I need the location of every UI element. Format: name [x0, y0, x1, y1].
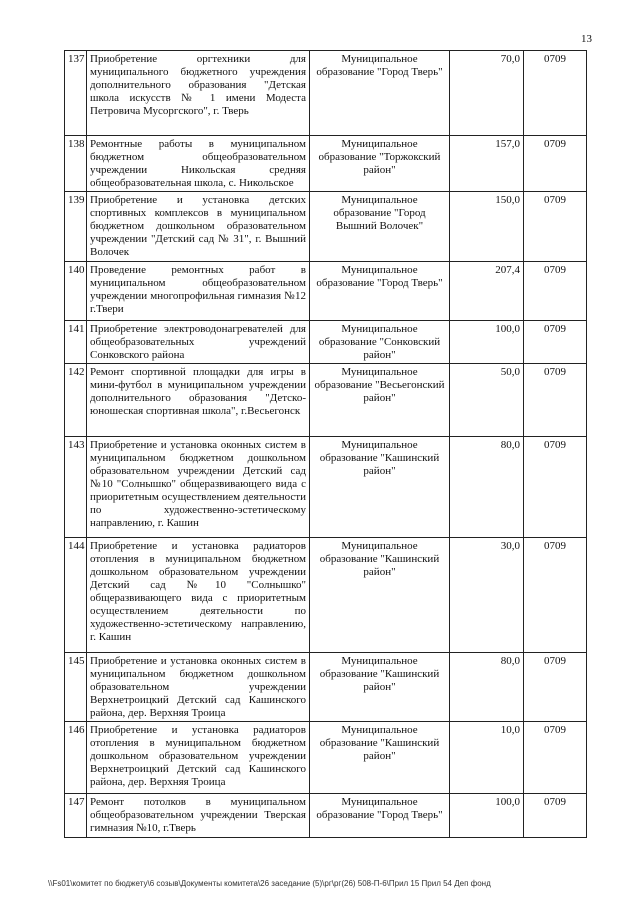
table-row [65, 136, 587, 192]
row-recipient: Муниципальное образование "Торжокский район" [310, 136, 450, 192]
row-number: 137 [65, 51, 87, 136]
table-row [65, 51, 587, 136]
row-number: 145 [65, 653, 87, 722]
row-number: 138 [65, 136, 87, 192]
row-recipient: Муниципальное образование "Город Тверь" [310, 794, 450, 838]
row-amount: 80,0 [450, 437, 524, 538]
row-amount: 80,0 [450, 653, 524, 722]
table-row [65, 262, 587, 321]
row-code: 0709 [524, 321, 587, 364]
row-code: 0709 [524, 364, 587, 437]
row-amount: 50,0 [450, 364, 524, 437]
row-number: 143 [65, 437, 87, 538]
row-recipient: Муниципальное образование "Весьегонский район" [310, 364, 450, 437]
row-code: 0709 [524, 136, 587, 192]
row-description: Приобретение и установка радиаторов отопления в муниципальном бюджетном дошкольном образовательном учреждении Верхнетроицкий Детский сад Кашинского района, дер. Верхняя Троица [87, 722, 310, 794]
row-number: 140 [65, 262, 87, 321]
row-number: 139 [65, 192, 87, 262]
table-row [65, 321, 587, 364]
row-description: Ремонтные работы в муниципальном бюджетном общеобразовательном учреждении Никольская средняя общеобразовательная школа, с. Никольское [87, 136, 310, 192]
row-code: 0709 [524, 722, 587, 794]
table-row [65, 653, 587, 722]
row-code: 0709 [524, 794, 587, 838]
row-amount: 100,0 [450, 794, 524, 838]
table-row [65, 722, 587, 794]
row-description: Приобретение и установка детских спортивных комплексов в муниципальном бюджетном дошкольном образовательном учреждении "Детский сад № 31", г. Вышний Волочек [87, 192, 310, 262]
row-description: Ремонт потолков в муниципальном общеобразовательном учреждении Тверская гимназия №10, г.Тверь [87, 794, 310, 838]
row-amount: 10,0 [450, 722, 524, 794]
row-amount: 157,0 [450, 136, 524, 192]
row-description: Приобретение и установка радиаторов отопления в муниципальном бюджетном дошкольном образовательном учреждении Детский сад №10 "Солнышко" общеразвивающего вида с приоритетным осуществлением деятельности по художественно-эстетическому направлению, г. Кашин [87, 538, 310, 653]
row-description: Приобретение и установка оконных систем в муниципальном бюджетном дошкольном образовательном учреждении Детский сад №10 "Солнышко" общеразвивающего вида с приоритетным осуществлением деятельности по художественно-эстетическому направлению, г. Кашин [87, 437, 310, 538]
row-description: Приобретение электроводонагревателей для общеобразовательных учреждений Сонковского района [87, 321, 310, 364]
row-number: 144 [65, 538, 87, 653]
row-amount: 207,4 [450, 262, 524, 321]
table-row [65, 192, 587, 262]
row-recipient: Муниципальное образование "Кашинский район" [310, 538, 450, 653]
row-description: Проведение ремонтных работ в муниципальном общеобразовательном учреждении многопрофильная гимназия №12 г.Твери [87, 262, 310, 321]
row-code: 0709 [524, 437, 587, 538]
table-row [65, 538, 587, 653]
table-row [65, 437, 587, 538]
row-recipient: Муниципальное образование "Кашинский район" [310, 653, 450, 722]
row-description: Ремонт спортивной площадки для игры в мини-футбол в муниципальном учреждении дополнительного образования "Детско-юношеская спортивная школа", г.Весьегонск [87, 364, 310, 437]
row-amount: 150,0 [450, 192, 524, 262]
page-number: 13 [581, 33, 592, 45]
row-recipient: Муниципальное образование "Кашинский район" [310, 722, 450, 794]
row-amount: 30,0 [450, 538, 524, 653]
row-recipient: Муниципальное образование "Город Тверь" [310, 262, 450, 321]
table-row [65, 364, 587, 437]
row-description: Приобретение и установка оконных систем в муниципальном бюджетном дошкольном образовательном учреждении Верхнетроицкий Детский сад Кашинского района, дер. Верхняя Троица [87, 653, 310, 722]
row-recipient: Муниципальное образование "Кашинский район" [310, 437, 450, 538]
row-number: 142 [65, 364, 87, 437]
row-number: 147 [65, 794, 87, 838]
footer-file-path: \\Fs01\комитет по бюджету\6 созыв\Документы комитета\26 заседание (5)\рг\рг(26) 508-П-6\Прил 15 Прил 54 Деп фонд [48, 879, 491, 888]
row-code: 0709 [524, 51, 587, 136]
row-amount: 100,0 [450, 321, 524, 364]
row-code: 0709 [524, 653, 587, 722]
row-recipient: Муниципальное образование "Город Тверь" [310, 51, 450, 136]
row-amount: 70,0 [450, 51, 524, 136]
funding-table [64, 50, 587, 838]
row-recipient: Муниципальное образование "Сонковский район" [310, 321, 450, 364]
row-recipient: Муниципальное образование "Город Вышний Волочек" [310, 192, 450, 262]
row-code: 0709 [524, 262, 587, 321]
row-description: Приобретение оргтехники для муниципального бюджетного учреждения дополнительного образования "Детская школа искусств № 1 имени Модеста Петровича Мусоргского", г. Тверь [87, 51, 310, 136]
table-row [65, 794, 587, 838]
row-code: 0709 [524, 192, 587, 262]
row-code: 0709 [524, 538, 587, 653]
row-number: 141 [65, 321, 87, 364]
row-number: 146 [65, 722, 87, 794]
